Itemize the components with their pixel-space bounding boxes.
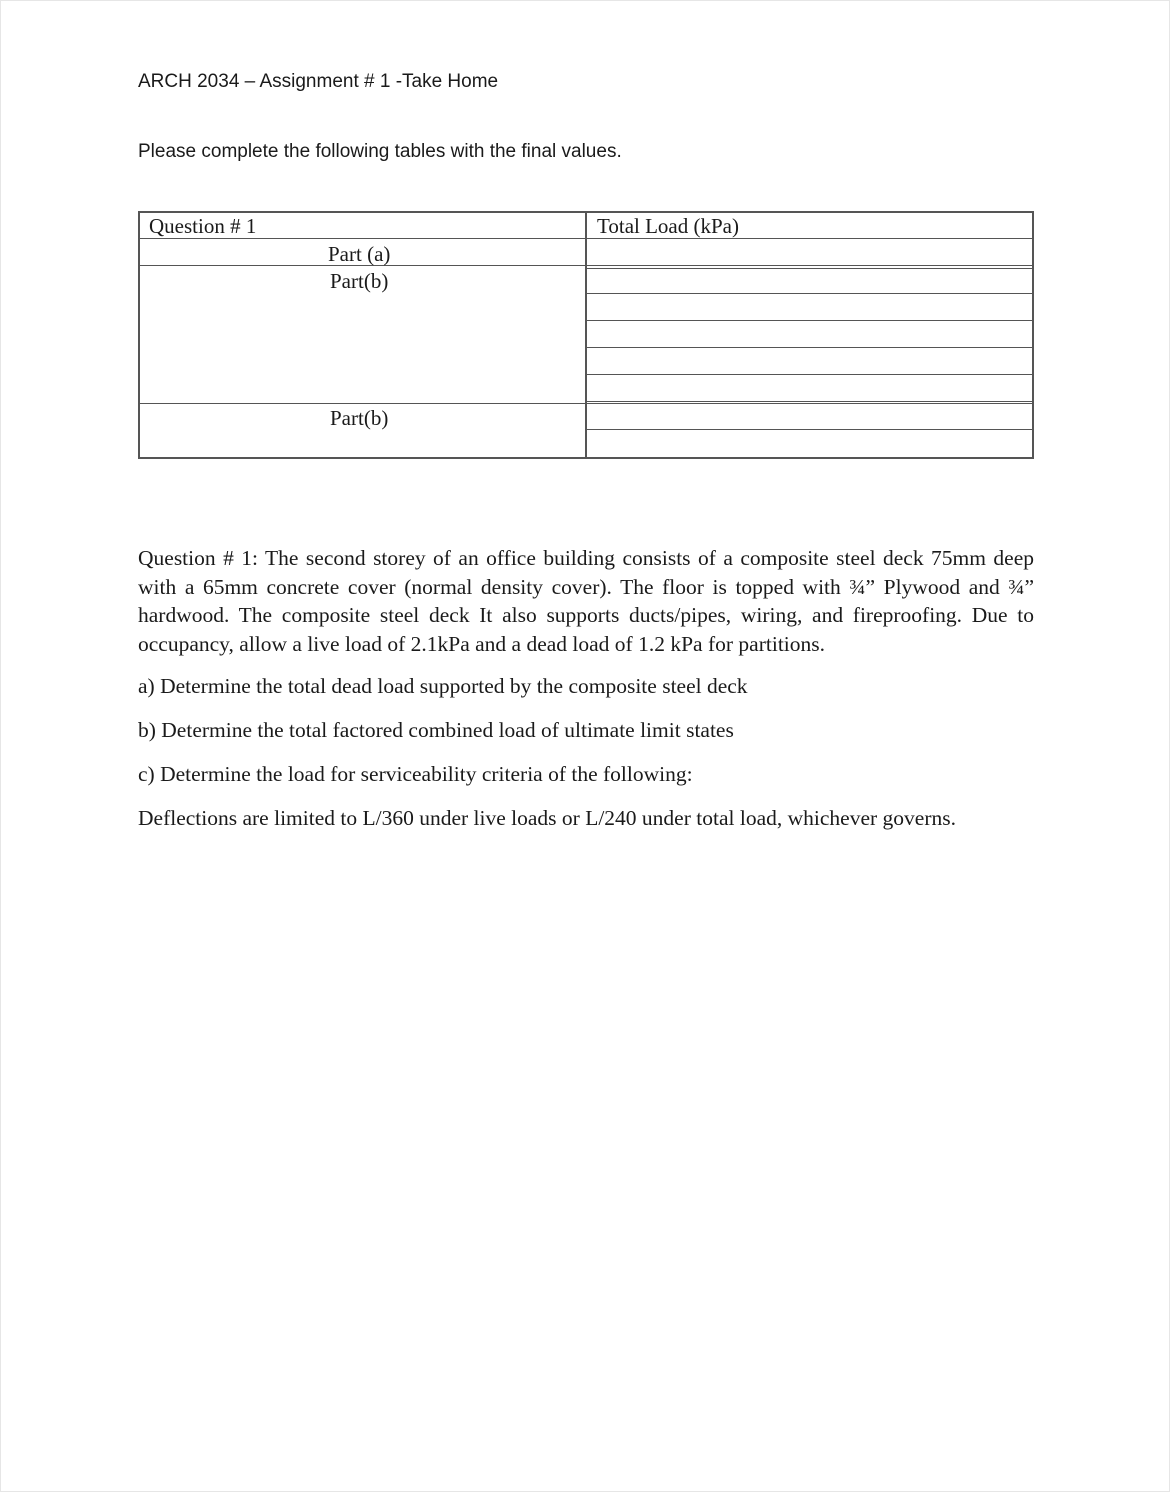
table-header-question: Question # 1 — [149, 214, 257, 238]
question-part-b: b) Determine the total factored combined load of ultimate limit states — [138, 718, 734, 742]
document-title: ARCH 2034 – Assignment # 1 -Take Home — [138, 71, 499, 92]
answer-cell[interactable] — [587, 375, 1032, 401]
answer-cell[interactable] — [587, 430, 1032, 457]
row-label-part-b-second: Part(b) — [330, 406, 389, 430]
answer-cell[interactable] — [587, 239, 1032, 265]
instruction-text: Please complete the following tables with the final values. — [138, 141, 622, 162]
answer-table — [138, 211, 1034, 459]
row-label-part-a: Part (a) — [328, 242, 391, 266]
answer-cell[interactable] — [587, 348, 1032, 374]
answer-cell[interactable] — [587, 294, 1032, 320]
answer-cell[interactable] — [587, 404, 1032, 429]
question-paragraph: Question # 1: The second storey of an office building consists of a composite steel deck 75mm deep with a 65mm concrete cover (normal density cover). The floor is topped with ¾” Plywood and ¾” hardwood. The composite steel deck It also supports ducts/pipes, wiring, and fireproofing. Due to occupancy, allow a live load of 2.1kPa and a dead load of 1.2 kPa for partitions. — [138, 546, 1034, 656]
deflection-criteria: Deflections are limited to L/360 under live loads or L/240 under total load, whichever governs. — [138, 806, 956, 830]
answer-cell[interactable] — [587, 321, 1032, 347]
question-part-c: c) Determine the load for serviceability criteria of the following: — [138, 762, 693, 786]
question-part-a: a) Determine the total dead load supported by the composite steel deck — [138, 674, 748, 698]
table-header-total-load: Total Load (kPa) — [597, 214, 739, 238]
answer-cell[interactable] — [587, 269, 1032, 293]
row-label-part-b: Part(b) — [330, 269, 389, 293]
